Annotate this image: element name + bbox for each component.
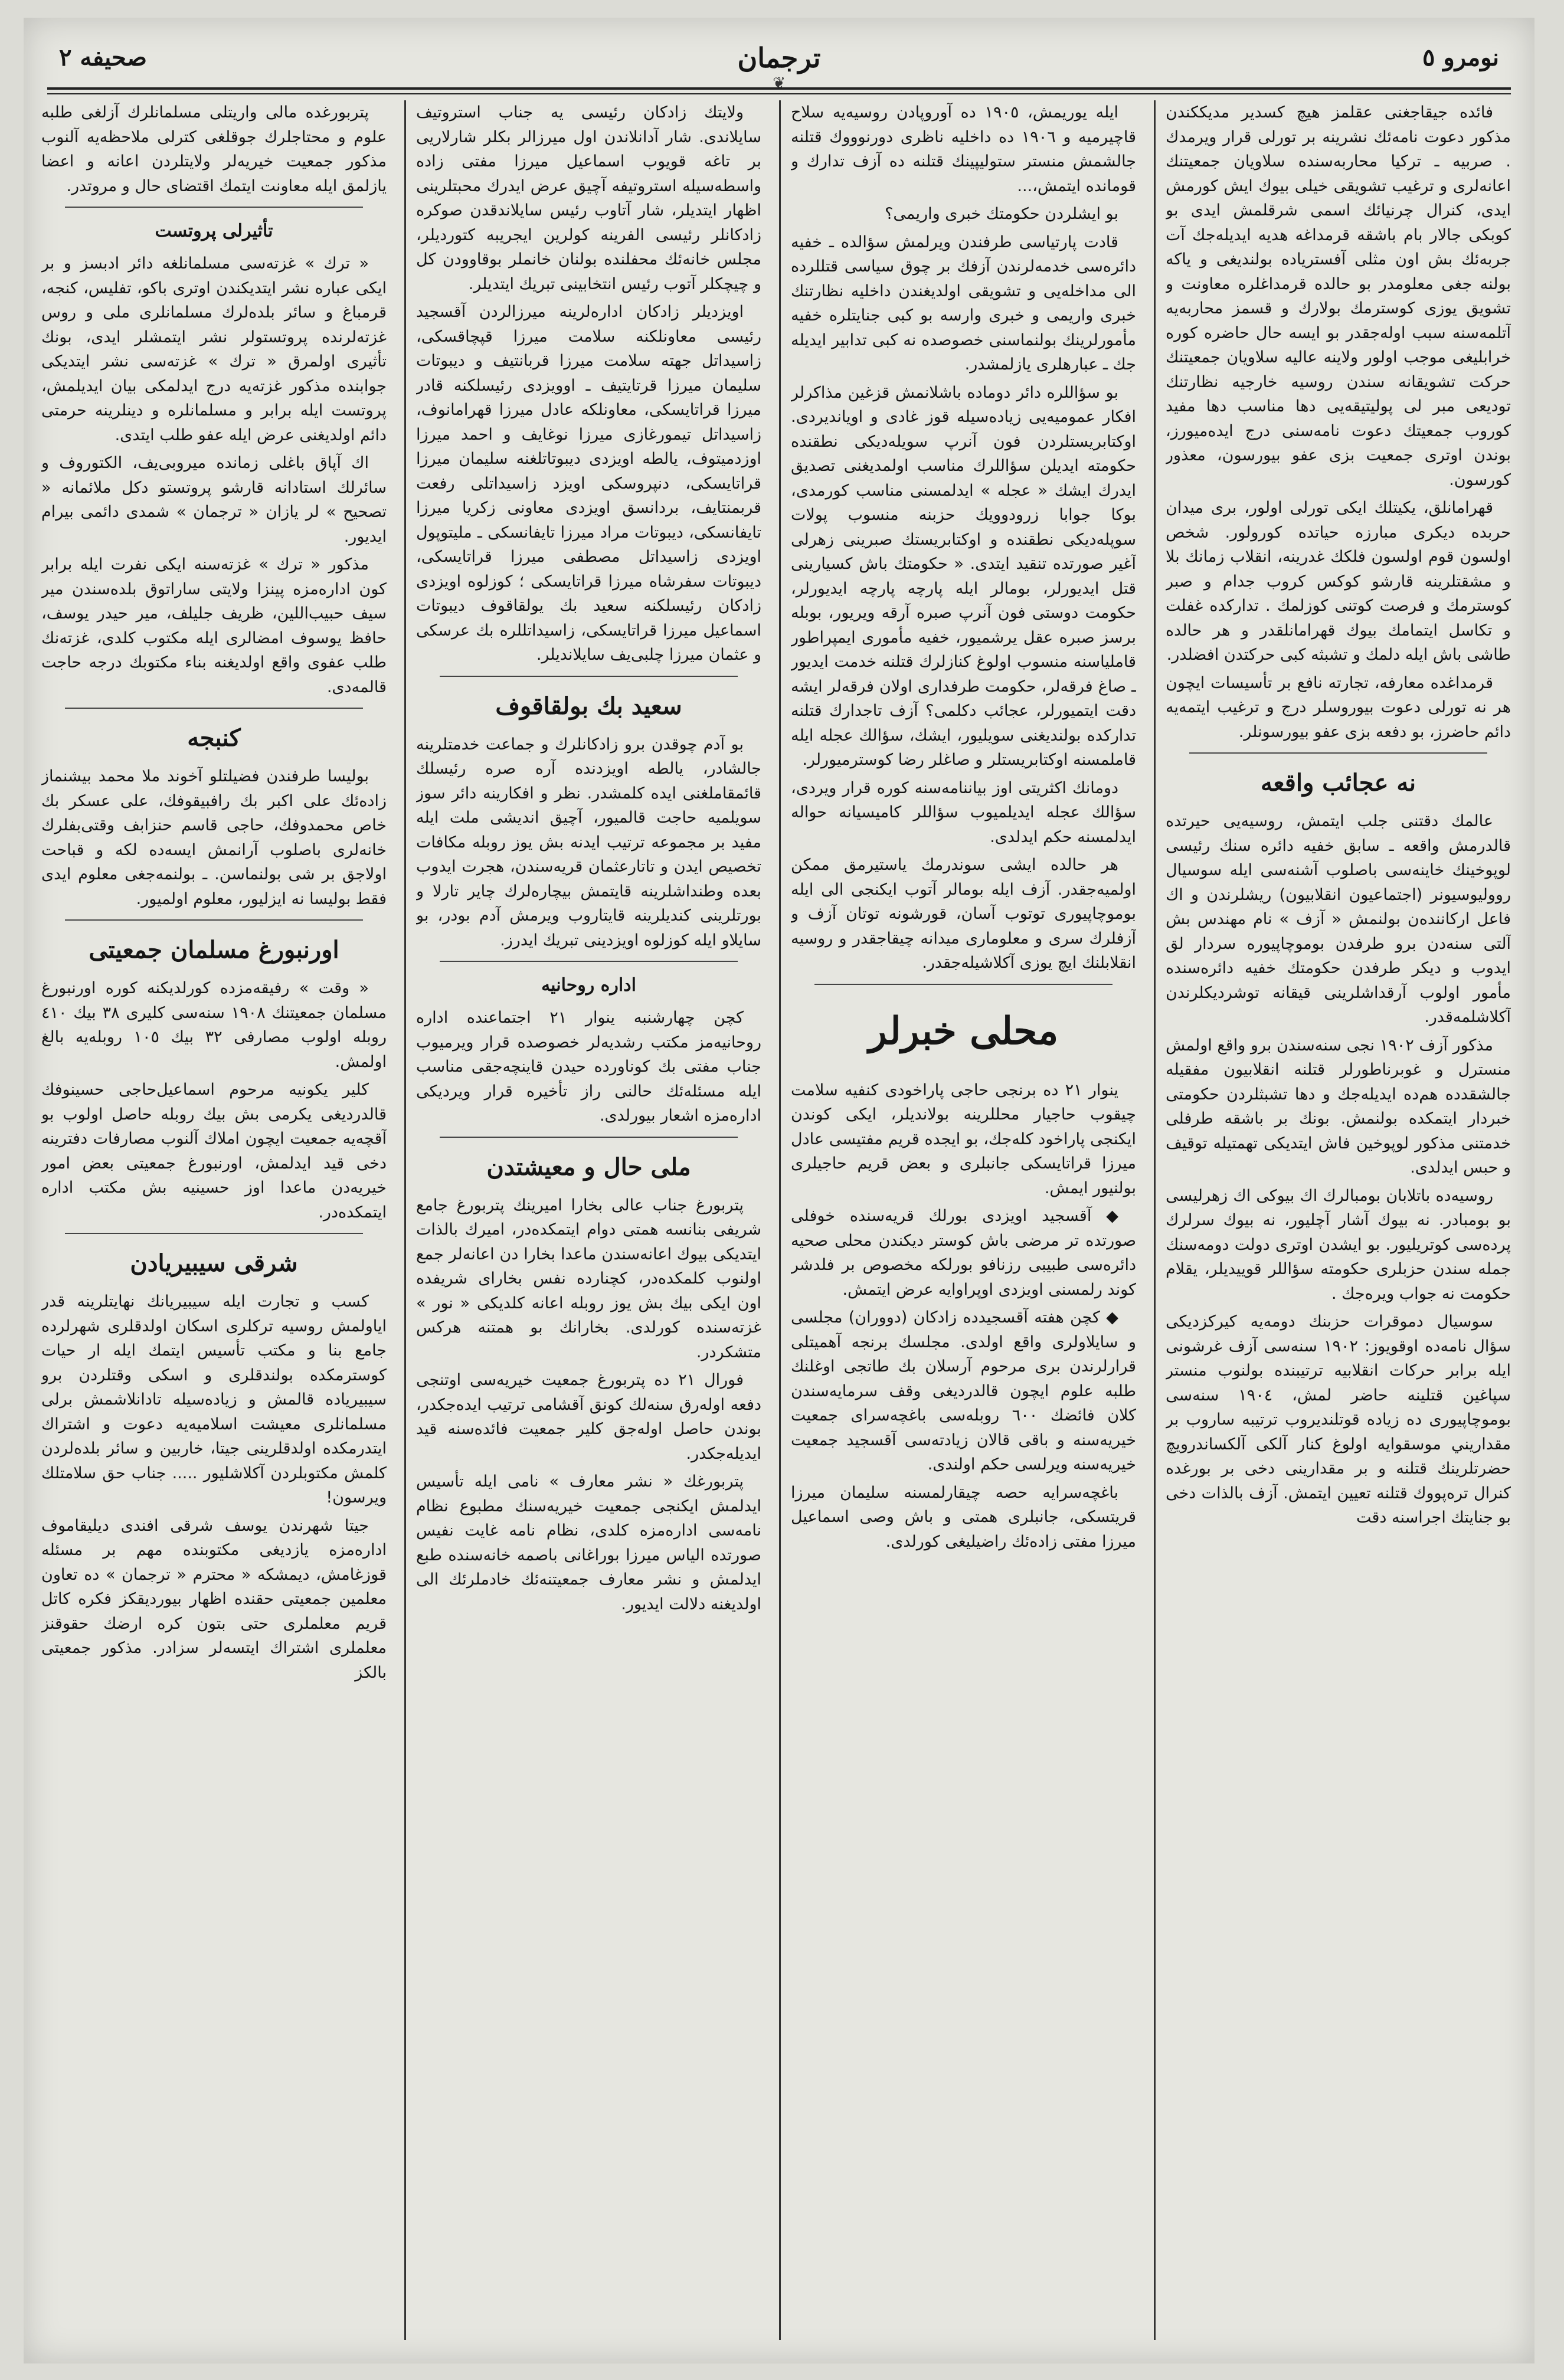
heading-divider: [65, 919, 363, 921]
article-paragraph: قرمداغده معارفه، تجارته نافع بر تأسیسات ایچون هر نه تورلی دعوت بیوروسلر درج و ترغیب ایتمه‌یه دائم حاضرز، بو دفعه بزی عفو بیورسونلر.: [1166, 673, 1511, 741]
article-paragraph: قهرامانلق، یکیتلك ایکی تورلی اولور، بری میدان حربده دیکری مبارزه حیاتده کورولور. شخص اولسون قوم اولسون فلکك غدرینه، انقلاب زمانك بلا و مشقتلرینه قارشو کوکس کروب جدام و صبر کوسترمك و فرصت کوتنی کوزلمك . تدارکده غفلت و تکاسل ایتمامك بیوك قهرامانلقدر و هر حالده طاشی باش ایله دلمك و تشبثه کبی حرکتدن افضلدر.: [1166, 499, 1511, 664]
masthead-title: ترجمان: [737, 41, 821, 74]
article-paragraph: بو ایشلردن حکومتك خبری واریمی؟: [885, 205, 1118, 223]
page-number: صحیفه ٢: [59, 44, 147, 71]
section-heading: نه عجائب واقعه: [1260, 769, 1416, 797]
article-paragraph: کسب و تجارت ایله سیبیریانك نهایتلرینه قدر ایاولمش روسیه ترکلری اسکان اولدقلری شهرلرده جامع بنا و مکتب تأسیس ایتمك ایله ار حیات کوسترمکده بولندقلری و اسکی وقتلردن برو سیبیریاده قالمش و زیاده‌سیله تادانلاشمش برلی مسلمانلری معیشت اسلامیه‌یه دعوت و اشتراك ایتدرمکده اولدقلرینی جیتا، خاربین و سائر بلده‌لردن کلمش مکتوبلردن آکلاشلیور ..... جناب حق سلامتلك ویرسون!: [41, 1292, 387, 1507]
article-paragraph: پتربورغ جناب عالی بخارا امیرینك پتربورغ جامع شریفی بنانسه همتی دوام ایتمکده‌در، امیرك بالذات ایتدیکی بیوك اعانه‌سندن ماعدا بخارا دن اعانه‌لر جمع اولنوب کلمکده‌در، کچنارده نفس بخارای شریفده اون ایکی بیك بش یوز روبله اعانه کلدیکی « نور » غزته‌سنده کورلدی. بخارانك بو همتنه هرکس متشکردر.: [416, 1196, 761, 1361]
article-paragraph: سوسیال دموقرات حزبنك دومه‌یه کیرکزدیکی سؤال نامه‌ده اوقویوز: ١٩٠٢ سنه‌سی آزف غرشونی ایله برابر حرکات انقلابیه ترتیبنده بولنوب منستر سپاغین قتلینه حاضر لمش، ١٩٠٤ سنه‌سی بوموچاپیوری ده زیاده قوتلندیروب ترتیبه ساروب بر مقداريني موسقوایه اولوغ کنار آلکی آلکساندرویچ حضرتلرینك قتلنه و بر مقدارینی دخی بر بورغده کنرال تره‌پووك قتلنه تعیین ایتمش. آزف بالذات دخی بو جنایتك اجراسنه دقت: [1166, 1312, 1511, 1527]
article-paragraph: کلیر یکونیه مرحوم اسماعیل‌حاجی حسینوفك قالدردیغی یکرمی بش بیك روبله حاصل اولوب بو آقچه‌یه جمعیت ایچون املاك آلنوب مصارفات دفترینه دخی قید ایدلمش، اورنبورغ جمعیتی بعض امور خیریه‌دن ماعدا اوز حسینیه بش مکتب اداره ایتمکده‌در.: [41, 1081, 387, 1222]
section-heading: کنبجه: [187, 724, 241, 752]
article-paragraph: ایله یوریمش، ١٩٠٥ ده آوروپادن روسیه‌یه سلاح قاچیرمیه و ١٩٠٦ ده داخلیه ناظری دورنوووك قتلنه جالشمش منستر ستولیپینك قتلنه ده آزف تدارك و قومانده ایتمش،...: [791, 103, 1136, 195]
article-paragraph: مذکور « ترك » غزته‌سنه ایکی نفرت ایله برابر کون اداره‌مزه پینزا ولایتی ساراتوق بلده‌سندن میر سیف حبیب‌اللین، ظریف جلیلف، میر حیدر یوسف، حافظ یوسوف امضالری ایله مکتوب کلدی، غزته‌نك طلب عفوی واقع اولدیغنه بناء مکتوبك درجه حاجت قالمه‌دی.: [41, 555, 387, 696]
issue-number: نومرو ٥: [1422, 44, 1499, 71]
column-divider: [1154, 100, 1156, 2340]
article-paragraph: فائده جیقاجغنی عقلمز هیچ کسدیر مدیککندن مذکور دعوت نامه‌ئك نشرینه بر تورلی قرار ویرمدك . صربیه ـ ترکیا محاربه‌سنده سلاویان جمعیتنك اعانه‌لری و ترغیب تشویقی خیلی بیوك ایش کورمش ایدی، کنرال چرنیائك اسمی شرقلمش ایدی بو کوبکی جالار بام باشقه قرمداغه هدیه ایدیله‌جك آت جربه‌ئك بش اون مثلی آفستریاده بولندیغی و یاکه بولنه جغی معلومدر بو حالده قرمداغلره معاونت و تشویق یوزی کوسترمك بولارك و قسمز محاربه‌یه آتلمه‌سنه سبب اوله‌جقدر بو ایسه حال حاضره کوره خرابلیغی موجب اولور ولاينه عالیه سلاویان جمعیتنك حرکت تشویقانه سندن روسیه خارجیه نظارتنك تودیعی مبر لی پولیتیقه‌یی دها مناسب دها مفید کوروب جمعیتك دعوت نامه‌سنی درج ایده‌میورز، بوندن اوتری جمعیت بزی عفو بیورسون، معذور کورسون.: [1166, 103, 1511, 489]
article-paragraph: قادت پارتیاسی طرفندن ویرلمش سؤالده ـ خفیه دائره‌سی خدمه‌لرندن آزفك بر چوق سیاسی قتللرده الی مداخله‌یی و تشویقی اولدیغندن داخلیه نظارتنك خبری واریمی و خبری وارسه بو کبی جنایتلره خفیه مأمورلرینك بولنماسنی خصوصده نه کبی تدابیر ایدیله جك ـ عبارهلری یازلمشدر.: [791, 233, 1136, 374]
header-ornament: ❦: [773, 74, 786, 92]
article-paragraph: بولیسا طرفندن فضیلتلو آخوند ملا محمد بیشنماز زاده‌ئك علی اکبر بك رافبیقوفك، علی عسکر بك خاص محمدوفك، حاجی قاسم حنزابف وقتی‌بفلرك خانه‌لری باصلوب آرانمش ایسه‌ده لکه و قباحت اولاجق بر شی بولنماسن. ـ بولنمه‌جغی معلوم ایدی فقط بولیسا نه ایزلیور، معلوم اولمیور.: [41, 767, 387, 908]
heading-divider: [1189, 752, 1487, 754]
heading-divider: [440, 1137, 738, 1138]
article-paragraph: پتربورغده مالی واریتلی مسلمانلرك آزلغی طلبه علوم و محتاجلرك جوقلغی کترلی ملاحظه‌یه آلنوب مذکور جمعیت خیریه‌لر ولایتلردن اعانه و اعضا یازلمق ایله معاونت ایتمك اقتضای حال و مروتدر.: [41, 103, 387, 195]
section-heading: اداره روحانیه: [541, 975, 636, 996]
heading-divider: [65, 1233, 363, 1234]
section-heading: سعید بك بولقاقوف: [495, 692, 682, 720]
article-paragraph: اك آپاق باغلی زمانده میروبی‌یف، الکتوروف و سائرلك استادانه قارشو پروتستو دکل ملائمانه « تصحیح » لر یازان « ترجمان » شمدی دائمی بیرام ایدیور.: [41, 454, 387, 546]
article-paragraph: روسیه‌ده باتلابان بومبالرك اك بیوکی اك زهرلیسی بو بومبادر. نه بیوك آشار آچلیور، نه بیوك سرلرك پرده‌سی کوتریلیور. بو ایشدن اوتری دولت دومه‌سنك جمله سندن حزبلری حکومته سؤاللر قوییدیلر، یقلام حکومت نه جواب ویره‌جك .: [1166, 1186, 1511, 1303]
heading-divider: [65, 207, 363, 208]
article-paragraph: مذکور آزف ١٩٠٢ نجی سنه‌سندن برو واقع اولمش منسترل و غوبرناطورلر قتلنه انقلابیون مفقیله جالشقدده هم‌ده ایدیله‌جك و دها تشبثلردن حکومتی خبردار ایتمکده بولنمش. بونك بر باشقه طرفلی خدمتنی مذکور لوپوخین فاش ایتدیکی تهمتیله توقیف و حبس ایدلدی.: [1166, 1036, 1511, 1177]
article-paragraph: دومانك اکثریتی اوز بیاننامه‌سنه کوره قرار ویردی، سؤالك عجله ایدیلمیوب سؤاللر کامیسیانه حواله ایدلمسنه حکم ایدلدی.: [791, 778, 1136, 846]
article-paragraph: ولایتك زادکان رئیسی یه جناب استروتیف سایلاندی. شار آدانلاندن اول میرزالر بکلر شارلاریی بر تاغه قویوب اسماعیل میرزا مفتی زاده واسطه‌سیله استروتیفه آچیق عرض ایدرك محبتلرینی اظهار ایتدیلر، شار آتاوب رئیس سایلاندقدن صوکره زادکانلر رئیسی الفرینه کولرین ایجریبه کتوردیلر، مجلس خانه‌ئك محفلنده بولنان خانملر بوقاوودن کل و چیچکلر آتوب رئیس انتخابینی تبریك ایتدیلر.: [416, 103, 761, 293]
article-paragraph: عالمك دقتنی جلب ایتمش، روسیه‌یی حیرتده قالدرمش واقعه ـ سابق خفیه دائره سنك رئیسی لوپوخینك خاینه‌سی باصلوب آشنه‌سی ایله سوسیال روولیوسیونر (اجتماعیون انقلابیون) ریشلرندن و اك فاعل ارکاننده‌ن بولنمش « آزف » نام مهندس بش آلتی سنه‌دن برو طرفدن بوموچاپیوره سردار لق ایدوب و دیکر طرفدن حکومتك خفیه دائره‌سنده مأمور اولوب آرقداشلرینی قیقانه توشردیکلرندن آکلاشلمه‌قدر.: [1166, 812, 1511, 1026]
article-paragraph: « ترك » غزته‌سی مسلمانلغه دائر ادبسز و بر ایکی عباره نشر ایتدیکندن اوتری باکو، تفلیس، کنجه، قرمباغ و سائر بلده‌لرك مسلمانلری ملی و روس غزته‌لرنده پروتستولر نشر ایتمشلر ایدی، بونك تأثیری اولمرق « ترك » غزته‌سی نشر ایتدیکی جوابنده مذکور غزته‌یه درج ایدلمکی بیان ایدیلمش، پروتست ایله برابر و مسلمانلره و دینلرینه حرمتی دائم اولدیغنی عرض ایله عفو طلب ایتدی.: [41, 254, 387, 444]
column-2: [791, 100, 1136, 2340]
article-paragraph: پتربورغك « نشر معارف » نامی ایله تأسیس ایدلمش ایکنجی جمعیت خیریه‌سنك مطبوع نظام نامه‌سی اداره‌مزه کلدی، نظام نامه غایت نفیس صورتده الیاس میرزا بوراغانی باصمه خانه‌سنده طبع ایدلمش و نشر معارف جمعیتنه‌ئك خادملرئك الی اولدیغنه دلالت ایدیور.: [416, 1472, 761, 1613]
article-paragraph: ◆ آقسجید اویزدی بورلك قریه‌سنده خوفلی صورتده تر مرضی باش کوستر دیکندن محلی صحیه دائره‌سی طبیبی رزنافو بورلکه مخصوص بر فلدشر کوند رلمسنی اویزدی اوپراوایه عرض ایتمش.: [791, 1207, 1136, 1299]
heading-divider: [814, 984, 1113, 985]
article-paragraph: جیتا شهرندن یوسف شرقی افندی دیلیقاموف اداره‌مزه یازدیغی مکتوبنده مهم بر مسئله قوزغامش، دیمشکه « محترم « ترجمان » ده تعاون معلمین جمعیتی حقنده اظهار بیوردیقکز فکره کاتل قریم معلملری حتی بتون کره ارضك حقوقنز معلملری اشتراك ایتسه‌لر سزادر. مذکور جمعیتی بالکز: [41, 1516, 387, 1682]
column-divider: [779, 100, 781, 2340]
column-1: [1166, 100, 1511, 2340]
header-rule: [47, 87, 1511, 94]
heading-divider: [65, 708, 363, 709]
section-heading: ملی حال و معیشتدن: [486, 1153, 691, 1181]
article-paragraph: « وقت » رفیقه‌مزده کورلدیکنه کوره اورنبورغ مسلمان جمعیتنك ١٩٠٨ سنه‌سی کلیری ٣٨ بیك ٤١٠ روبله اولوب مصارفی ٣٢ بیك ١٠٥ روبله‌یه بالغ اولمش.: [41, 979, 387, 1071]
heading-divider: [440, 676, 738, 677]
column-divider: [404, 100, 406, 2340]
article-paragraph: فورال ٢١ ده پتربورغ جمعیت خیریه‌سی اوتنجی دفعه اوله‌رق سنه‌لك کونق آقشامی ترتیب ایده‌جکدر، بوندن حاصل اوله‌جق کلیر جمعیت فائده‌سنه قید ایدیله‌جکدر.: [416, 1371, 761, 1463]
section-heading: محلی خبرلر: [868, 1009, 1059, 1053]
article-paragraph: کچن چهارشنبه ینوار ٢١ اجتماعنده اداره روحانیه‌مز مکتب رشدیه‌لر خصوصده قرار ویرمیوب جناب مفتی بك کوناورده حیدن قاینچه‌جقی مناسب ایله مسئله‌ئك حالنی راز تأخیره قرار ویردیکی اداره‌مزه اشعار بیورلدی.: [416, 1009, 761, 1125]
column-4: [41, 100, 387, 2340]
article-paragraph: بو آدم چوقدن برو زادکانلرك و جماعت خدمتلرینه جالشادر، یالطه اویزدنده آره صره رئیسلك قائمقاملغنی ایده کلمشدر. نظر و افکارینه دائر سوز سویلمیه حاجت قالمیور، آچیق اندیشی ملت ایله مفید بر مجموعه ترتیب ایدنه بش یوز روبله مکافات تخصیص ایدن و تاتارعثمان قریه‌سندن، هجرت ایدوب بعده وطنداشلرینه قایتمش بیچاره‌لرك چایر تارلا و بورتلرینی کندیلرینه قایتاروب ویرمش آدم بودر، بو سایلاو ایله کوزلوه اویزدینی تبریك ایدرز.: [416, 735, 761, 950]
article-paragraph: ینوار ٢١ ده برنجی حاجی پاراخودی کنفیه سلامت چیقوب حاجیار محللرینه بولاندیلر، ایکی کوندن ایکنجی پاراخود کله‌جك، بو ایجده قریم مفتیسی عادل میرزا قراتایسکی جانبلری و بعض قریم حاجیلری بولنیور ایمش.: [791, 1081, 1136, 1197]
section-heading: شرقی سیبیریادن: [130, 1249, 298, 1277]
section-heading: اورنبورغ مسلمان جمعیتی: [89, 936, 339, 964]
article-paragraph: ◆ کچن هفته آقسجیدده زادکان (دووران) مجلسی و سایلاولری واقع اولدی. مجلسك برنجه آهمیتلی قرارلرندن بری مرحوم آرسلان بك طاتجی اوغلنك طلبه علوم ایچون قالدردیغی وقف سرمایه‌سندن کلان فائضك ٦٠٠ روبله‌سی باغچه‌سرای جمعیت خیریه‌سنه و باقی قالان زیادته‌سی آقسجید جمعیت خیریه‌سنه ویرلسی حکم اولندی.: [791, 1308, 1136, 1474]
article-paragraph: بو سؤاللره دائر دوماده باشلانمش قزغین مذاکرلر افکار عمومیه‌یی زیاده‌سیله قوز غادی و اویاندیردی. اوکتابریستلردن فون آنرپ سویله‌دیکی نطقنده حکومته ایدیلن سؤاللرك مناسب اولمدیغنی تصدیق ایدرك ایشك « عجله » ایدلمسنی مناسب کورمدی، بوکا جوابا زرودوویك حزبنه منسوب پولات سوپله‌دیکی نطقنده و اوکتابریستك صبرینی زهرلی آغیر صورتده تنقید ایتدی. « حکومتك باش کسیارینی قتل ایدیورلر، بومالر ایله پارچه پارچه ایدیورلر، حکومت دوستی فون آنرپ صبره آرقه ویریور، بوبله برسز صبره عقل یرشمیور، خفیه مأموری ایمپراطور قاملیاسنه منسوب اولوغ کنازلرك قتلنه خدمت ایدیور ـ صاغ فرقه‌لر، حکومت طرفداری اولان فرقه‌لر ایشه دقت ایتمیورلر، عجائب دکلمی؟ آزف تاجدارك قتلنه تدارکده بولندیغنی سویلیور، ایشك، سؤالك عجله ایله قاملمسنه اوکتابریستلر و صاغلر رضا کوسترمیورلر.: [791, 383, 1136, 769]
article-paragraph: اویزدیلر زادکان اداره‌لرینه میرزالردن آقسجید رئیسی معاونلکنه سلامت میرزا قپچاقسکی، زاسیداتل جهته سلامت میرزا قربانتیف و دیبوتات سلیمان میرزا قرتایتیف ـ اوویزدی رئیسلکنه قادر میرزا قراتایسکی، معاونلکه عادل میرزا قهرامانوف، زاسیداتل تیمورغازی میرزا نوغایف و احمد میرزا اوزدمیتوف، یالطه اویزدی دیبوتاتلغنه سلیمان میرزا قراتایسکی، دنپروسکی اویزد زاسیداتلی رفعت قربمنتایف، بردانسق اویزدی معاونی زکریا میرزا تایفانسکی، دیبوتات مراد میرزا تایفانسکی ـ ملیتوپول اویزدی زاسیداتل مصطفی میرزا قراتایسکی، دیبوتات سفرشاه میرزا قراتایسکی ؛ کوزلوه اویزدی زادکان رئیسلکنه سعید بك یولقاقوف دیبوتات اسماعیل میرزا قراتایسکی، زاسیداتللره بك عرسکی و عثمان میرزا چلبی‌یف سایلاندیلر.: [416, 303, 761, 664]
article-paragraph: هر حالده ایشی سوندرمك یاستیرمق ممکن اولمیه‌جقدر. آزف ایله بومالر آتوب ایکنجی الی ایله بوموچاپیوری توتوب آسان، قورشونه توتان آزف و آزفلرك سری و معلوماری میدانه چیقاجقدر و روسیه انقلابلنك ایچ یوزی آکلاشیله‌جقدر.: [791, 856, 1136, 972]
section-heading: تأثیرلی پروتست: [155, 221, 273, 241]
newspaper-page: [24, 18, 1534, 2363]
article-paragraph: باغچه‌سرایه حصه چیقارلمسنه سلیمان میرزا قریتسکی، جانبلری همتی و باش وصی اسماعیل میرزا مفتی زاده‌ئك راضیلیغی کورلدی.: [791, 1483, 1136, 1551]
heading-divider: [440, 961, 738, 962]
column-3: [416, 100, 761, 2340]
